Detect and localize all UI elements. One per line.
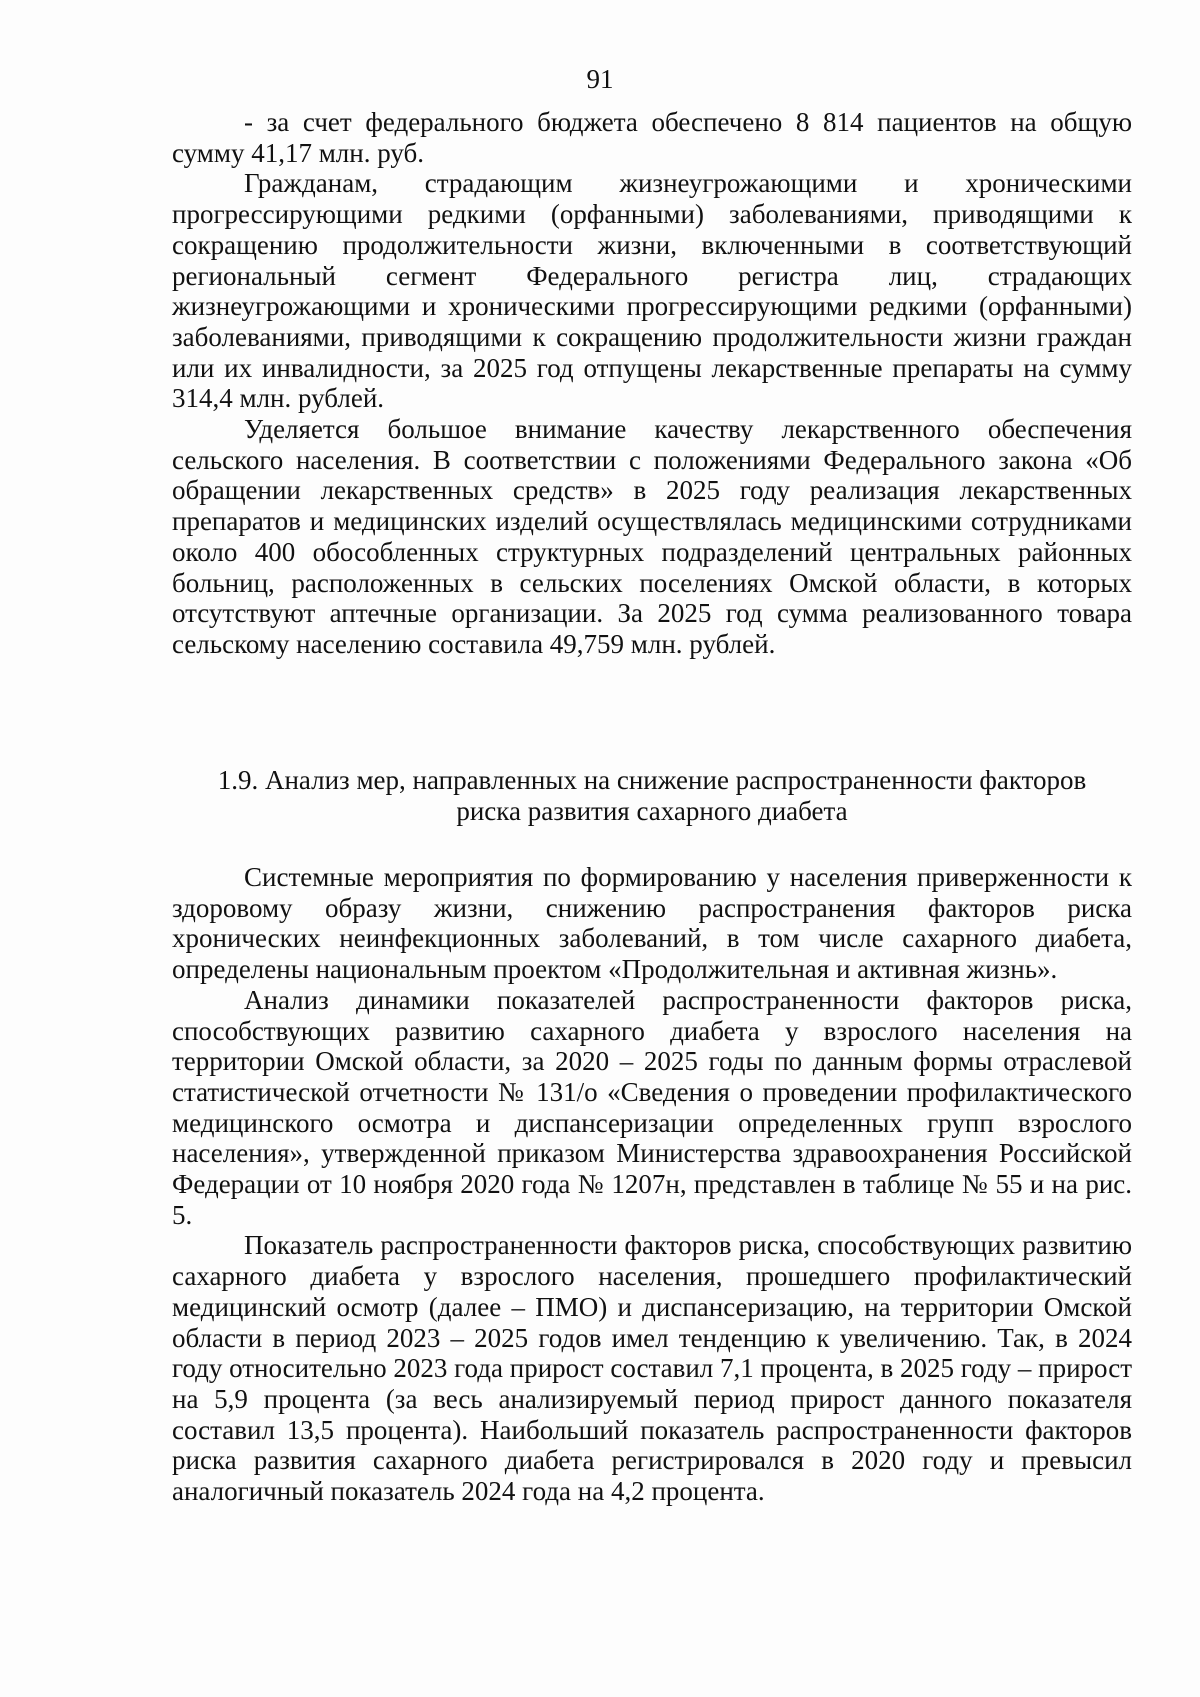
paragraph-orphan-diseases: Гражданам, страдающим жизнеугрожающими и хроническими прогрессирующими редкими (орфанными) заболеваниями, приводящими к сокращению продолжительности жизни, включенными в соответствующий региональный сегмент Федерального регистра лиц, страдающих жизнеугрожающими и хроническими прогрессирующими редкими (орфанными) заболеваниями, приводящими к сокращению продолжительности жизни граждан или их инвалидности, за 2025 год отпущены лекарственные препараты на сумму 314,4 млн. рублей. xyxy=(172,168,1132,414)
paragraph-dynamics-analysis: Анализ динамики показателей распространенности факторов риска, способствующих развитию сахарного диабета у взрослого населения на территории Омской области, за 2020 – 2025 годы по данным формы отраслевой статистической отчетности № 131/о «Сведения о проведении профилактического медицинского осмотра и диспансеризации определенных групп взрослого населения», утвержденной приказом Министерства здравоохранения Российской Федерации от 10 ноября 2020 года № 1207н, представлен в таблице № 55 и на рис. 5. xyxy=(172,984,1132,1230)
bottom-text-block xyxy=(172,862,1132,1507)
paragraph-federal-budget: - за счет федерального бюджета обеспечено 8 814 пациентов на общую сумму 41,17 млн. руб. xyxy=(172,107,1132,168)
paragraph-system-measures: Системные мероприятия по формированию у населения приверженности к здоровому образу жизни, снижению распространения факторов риска хронических неинфекционных заболеваний, в том числе сахарного диабета, определены национальным проектом «Продолжительная и активная жизнь». xyxy=(172,862,1132,985)
section-heading-line-2: риска развития сахарного диабета xyxy=(456,796,848,826)
paragraph-risk-indicator: Показатель распространенности факторов риска, способствующих развитию сахарного диабета у взрослого населения, прошедшего профилактический медицинский осмотр (далее – ПМО) и диспансеризацию, на территории Омской области в период 2023 – 2025 годов имел тенденцию к увеличению. Так, в 2024 году относительно 2023 года прирост составил 7,1 процента, в 2025 году – прирост на 5,9 процента (за весь анализируемый период прирост данного показателя составил 13,5 процента). Наибольший показатель распространенности факторов риска развития сахарного диабета регистрировался в 2020 году и превысил аналогичный показатель 2024 года на 4,2 процента. xyxy=(172,1230,1132,1507)
section-heading xyxy=(172,765,1132,827)
page-number: 91 xyxy=(586,64,614,94)
paragraph-rural-supply: Уделяется большое внимание качеству лекарственного обеспечения сельского населения. В соответствии с положениями Федерального закона «Об обращении лекарственных средств» в 2025 году реализация лекарственных препаратов и медицинских изделий осуществлялась медицинскими сотрудниками около 400 обособленных структурных подразделений центральных районных больниц, расположенных в сельских поселениях Омской области, в которых отсутствуют аптечные организации. За 2025 год сумма реализованного товара сельскому населению составила 49,759 млн. рублей. xyxy=(172,414,1132,659)
top-text-block xyxy=(172,107,1132,660)
section-heading-line-1: 1.9. Анализ мер, направленных на снижение распространенности факторов xyxy=(217,765,1087,795)
